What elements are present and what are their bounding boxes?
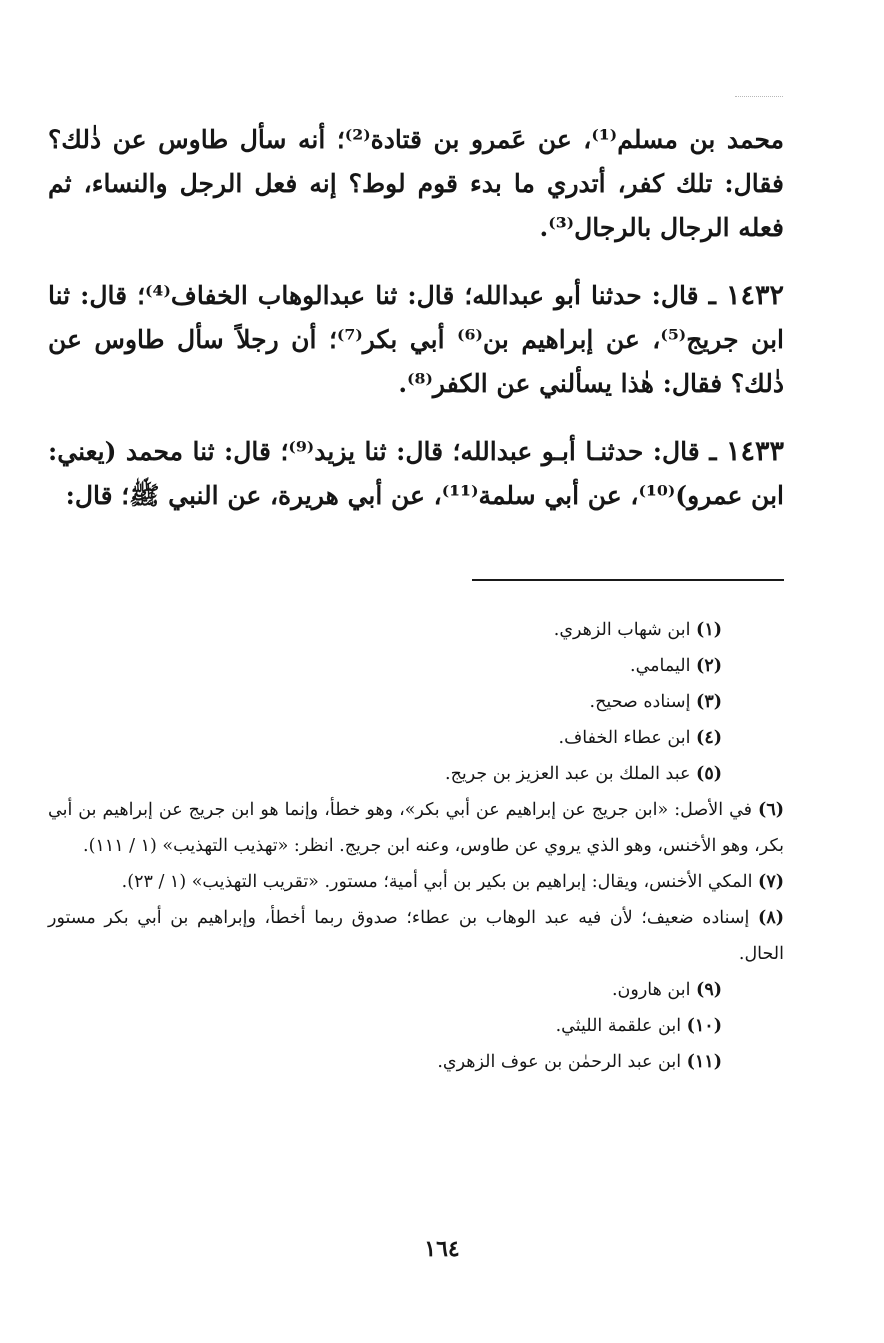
footnote-text: اليمامي. xyxy=(630,656,697,676)
footnote-11 xyxy=(48,1044,784,1080)
paragraph-text: ـ قال: حدثنا أبو عبدالله؛ قال: ثنا عبدالوهاب الخفاف⁽⁴⁾؛ قال: ثنا ابن جريج⁽⁵⁾، عن إبراهيم بن⁽⁶⁾ أبي بكر⁽⁷⁾؛ أن رجلاً سأل طاوس عن ذٰلك؟ فقال: هٰذا يسألني عن الكفر⁽⁸⁾. xyxy=(48,281,784,398)
footnote-8 xyxy=(48,900,784,972)
footnote-number: (٣) xyxy=(696,692,722,712)
footnote-2 xyxy=(48,648,784,684)
footnote-number: (٥) xyxy=(696,764,722,784)
paragraph-1432 xyxy=(48,274,784,406)
footnote-number: (٨) xyxy=(758,908,784,928)
footnote-number: (٢) xyxy=(696,656,722,676)
footnote-text: ابن علقمة الليثي. xyxy=(555,1016,687,1036)
footnote-number: (٩) xyxy=(696,980,722,1000)
footnote-1 xyxy=(48,612,784,648)
footnote-text: في الأصل: «ابن جريج عن إبراهيم عن أبي بكر»، وهو خطأ، وإنما هو ابن جريج عن إبراهيم بن أبي بكر، وهو الأخنس، وهو الذي يروي عن طاوس، وعنه ابن جريج. انظر: «تهذيب التهذيب» (١ / ١١١). xyxy=(48,800,784,856)
footnote-text: المكي الأخنس، ويقال: إبراهيم بن بكير بن أبي أمية؛ مستور. «تقريب التهذيب» (١ / ٢٣). xyxy=(121,872,759,892)
footnote-9 xyxy=(48,972,784,1008)
paragraph-number: ١٤٣٢ xyxy=(725,280,784,311)
footnote-number: (١١) xyxy=(686,1052,722,1072)
paragraph-1 xyxy=(48,118,784,250)
footnote-6 xyxy=(48,792,784,864)
footnote-text: ابن هارون. xyxy=(611,980,697,1000)
footnote-number: (١) xyxy=(696,620,722,640)
top-decorative-mark xyxy=(735,96,783,97)
footnote-5 xyxy=(48,756,784,792)
footnote-number: (٧) xyxy=(758,872,784,892)
footnote-7 xyxy=(48,864,784,900)
footnote-number: (٦) xyxy=(758,800,784,820)
footnote-10 xyxy=(48,1008,784,1044)
footnote-text: إسناده صحيح. xyxy=(589,692,697,712)
footnote-text: إسناده ضعيف؛ لأن فيه عبد الوهاب بن عطاء؛ صدوق ربما أخطأ، وإبراهيم بن أبي بكر مستور الحال. xyxy=(48,908,784,964)
page-number: ١٦٤ xyxy=(424,1236,460,1262)
footnote-text: ابن شهاب الزهري. xyxy=(553,620,697,640)
footnote-text: ابن عطاء الخفاف. xyxy=(558,728,697,748)
footnote-number: (٤) xyxy=(696,728,722,748)
paragraph-text: ـ قال: حدثنـا أبـو عبدالله؛ قال: ثنا يزيد⁽⁹⁾؛ قال: ثنا محمد (يعني: ابن عمرو)⁽¹⁰⁾، عن أبي سلمة⁽¹¹⁾، عن أبي هريرة، عن النبي ﷺ؛ قال: xyxy=(48,437,784,510)
paragraph-1433 xyxy=(48,430,784,518)
footnote-number: (١٠) xyxy=(686,1016,722,1036)
footnote-text: عبد الملك بن عبد العزيز بن جريج. xyxy=(445,764,697,784)
footnote-divider xyxy=(472,579,784,581)
paragraph-text: محمد بن مسلم⁽¹⁾، عن عَمرو بن قتادة⁽²⁾؛ أنه سأل طاوس عن ذٰلك؟ فقال: تلك كفر، أتدري ما بدء قوم لوط؟ إنه فعل الرجل والنساء، ثم فعله الرجال بالرجال⁽³⁾. xyxy=(48,125,784,242)
footnotes xyxy=(48,612,784,1080)
paragraph-number: ١٤٣٣ xyxy=(725,436,784,467)
footnote-4 xyxy=(48,720,784,756)
footnote-3 xyxy=(48,684,784,720)
footnote-text: ابن عبد الرحمٰن بن عوف الزهري. xyxy=(437,1052,687,1072)
main-text xyxy=(48,118,784,542)
